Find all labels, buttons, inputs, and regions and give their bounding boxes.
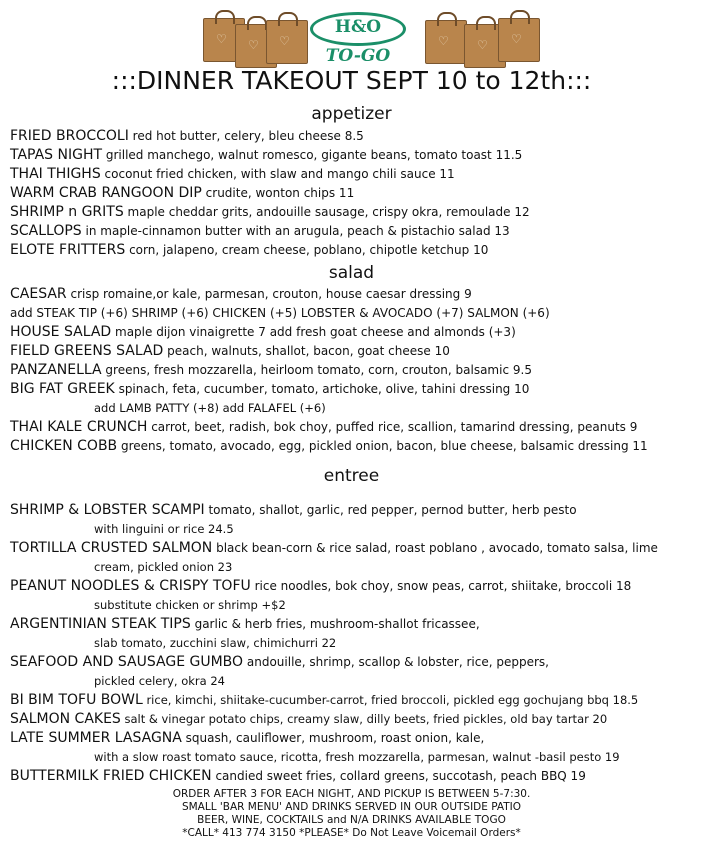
item-name: ELOTE FRITTERS	[10, 242, 126, 258]
item-name: WARM CRAB RANGOON DIP	[10, 185, 202, 201]
item-name: HOUSE SALAD	[10, 324, 112, 340]
item-desc: peach, walnuts, shallot, bacon, goat cheese 10	[163, 344, 450, 358]
footer-line: ORDER AFTER 3 FOR EACH NIGHT, AND PICKUP IS BETWEEN 5-7:30.	[172, 788, 531, 800]
menu-item	[10, 323, 703, 342]
item-name: SHRIMP & LOBSTER SCAMPI	[10, 502, 205, 518]
menu-item	[10, 691, 703, 710]
item-desc: andouille, shrimp, scallop & lobster, rice, peppers,	[243, 655, 549, 669]
item-desc: greens, tomato, avocado, egg, pickled onion, bacon, blue cheese, balsamic dressing 11	[117, 439, 648, 453]
item-desc: rice, kimchi, shiitake-cucumber-carrot, fried broccoli, pickled egg gochujang bbq 18.5	[142, 693, 639, 707]
menu-item	[10, 577, 703, 596]
menu-item	[10, 222, 703, 241]
menu-item	[10, 241, 703, 260]
item-name: FIELD GREENS SALAD	[10, 343, 164, 359]
item-desc: black bean-corn & rice salad, roast poblano , avocado, tomato salsa, lime	[212, 541, 658, 555]
item-desc: garlic & herb fries, mushroom-shallot fricassee,	[190, 617, 480, 631]
section-salad: salad	[328, 263, 375, 283]
item-desc: greens, fresh mozzarella, heirloom tomato, corn, crouton, balsamic 9.5	[101, 363, 532, 377]
item-name: PEANUT NOODLES & CRISPY TOFU	[10, 578, 251, 594]
section-entree: entree	[323, 466, 380, 486]
footer-line: SMALL 'BAR MENU' AND DRINKS SERVED IN OUR OUTSIDE PATIO	[181, 801, 522, 813]
item-continuation: with a slow roast tomato sauce, ricotta, fresh mozzarella, parmesan, walnut -basil pesto 19	[94, 750, 620, 764]
item-desc: salt & vinegar potato chips, creamy slaw, dilly beets, fried pickles, old bay tartar 20	[120, 712, 608, 726]
item-continuation: with linguini or rice 24.5	[94, 522, 234, 536]
item-name: BIG FAT GREEK	[10, 381, 115, 397]
add-on-line: add STEAK TIP (+6) SHRIMP (+6) CHICKEN (+5) LOBSTER & AVOCADO (+7) SALMON (+6)	[10, 306, 550, 320]
menu-item	[10, 653, 703, 672]
item-continuation: cream, pickled onion 23	[94, 560, 233, 574]
item-name: ARGENTINIAN STEAK TIPS	[10, 616, 191, 632]
salad-list	[10, 285, 703, 456]
menu-item	[10, 380, 703, 399]
menu-item	[10, 615, 703, 634]
footer-notes	[0, 788, 703, 840]
item-name: BUTTERMILK FRIED CHICKEN	[10, 768, 212, 784]
menu-item	[10, 710, 703, 729]
item-name: TAPAS NIGHT	[10, 147, 103, 163]
bag-icon: ♡	[203, 18, 245, 62]
item-desc: spinach, feta, cucumber, tomato, artichoke, olive, tahini dressing 10	[114, 382, 530, 396]
menu-item	[10, 203, 703, 222]
item-desc: coconut fried chicken, with slaw and mango chili sauce 11	[100, 167, 455, 181]
item-continuation: pickled celery, okra 24	[94, 674, 225, 688]
bag-icon: ♡	[235, 24, 277, 68]
bag-icon: ♡	[425, 20, 467, 64]
item-name: BI BIM TOFU BOWL	[10, 692, 143, 708]
item-name: LATE SUMMER LASAGNA	[10, 730, 182, 746]
logo-text: H&O	[334, 17, 382, 37]
bag-icon: ♡	[464, 24, 506, 68]
item-desc: red hot butter, celery, bleu cheese 8.5	[128, 129, 364, 143]
item-continuation: substitute chicken or shrimp +$2	[94, 598, 286, 612]
item-name: CHICKEN COBB	[10, 438, 118, 454]
item-desc: maple dijon vinaigrette 7 add fresh goat cheese and almonds (+3)	[111, 325, 516, 339]
menu-item	[10, 418, 703, 437]
item-name: TORTILLA CRUSTED SALMON	[10, 540, 213, 556]
item-continuation: slab tomato, zucchini slaw, chimichurri 22	[94, 636, 337, 650]
menu-item	[10, 437, 703, 456]
bag-icon: ♡	[266, 20, 308, 64]
item-desc: crisp romaine,or kale, parmesan, crouton, house caesar dressing 9	[66, 287, 472, 301]
menu-item	[10, 501, 703, 520]
entree-list	[10, 501, 703, 786]
item-name: CAESAR	[10, 286, 67, 302]
menu-item	[10, 146, 703, 165]
menu-item	[10, 127, 703, 146]
menu-item	[10, 165, 703, 184]
item-desc: carrot, beet, radish, bok choy, puffed rice, scallion, tamarind dressing, peanuts 9	[147, 420, 638, 434]
item-desc: tomato, shallot, garlic, red pepper, pernod butter, herb pesto	[204, 503, 577, 517]
menu-item	[10, 285, 703, 304]
item-desc: corn, jalapeno, cream cheese, poblano, chipotle ketchup 10	[125, 243, 489, 257]
item-name: SALMON CAKES	[10, 711, 121, 727]
section-appetizer: appetizer	[311, 104, 392, 124]
menu-item	[10, 729, 703, 748]
item-desc: grilled manchego, walnut romesco, gigante beans, tomato toast 11.5	[102, 148, 523, 162]
appetizer-list	[10, 127, 703, 260]
item-desc: rice noodles, bok choy, snow peas, carrot, shiitake, broccoli 18	[250, 579, 632, 593]
footer-line: *CALL* 413 774 3150 *PLEASE* Do Not Leave Voicemail Orders*	[182, 827, 521, 839]
page-title: :::DINNER TAKEOUT SEPT 10 to 12th:::	[111, 66, 592, 95]
menu-item	[10, 539, 703, 558]
logo	[0, 4, 703, 70]
item-name: SEAFOOD AND SAUSAGE GUMBO	[10, 654, 244, 670]
item-name: THAI KALE CRUNCH	[10, 419, 148, 435]
add-on-line: add LAMB PATTY (+8) add FALAFEL (+6)	[94, 401, 326, 415]
item-desc: crudite, wonton chips 11	[201, 186, 355, 200]
footer-line: BEER, WINE, COCKTAILS and N/A DRINKS AVAILABLE TOGO	[197, 814, 506, 826]
bag-icon: ♡	[498, 18, 540, 62]
item-name: PANZANELLA	[10, 362, 102, 378]
menu-item	[10, 767, 703, 786]
item-desc: candied sweet fries, collard greens, succotash, peach BBQ 19	[211, 769, 586, 783]
item-name: SHRIMP n GRITS	[10, 204, 124, 220]
menu-item	[10, 361, 703, 380]
item-name: THAI THIGHS	[10, 166, 101, 182]
item-name: FRIED BROCCOLI	[10, 128, 129, 144]
logo-subtitle: TO-GO	[325, 46, 391, 66]
item-desc: in maple-cinnamon butter with an arugula, peach & pistachio salad 13	[81, 224, 510, 238]
item-name: SCALLOPS	[10, 223, 82, 239]
item-desc: maple cheddar grits, andouille sausage, crispy okra, remoulade 12	[123, 205, 530, 219]
item-desc: squash, cauliflower, mushroom, roast onion, kale,	[181, 731, 485, 745]
menu-item	[10, 342, 703, 361]
menu-item	[10, 184, 703, 203]
